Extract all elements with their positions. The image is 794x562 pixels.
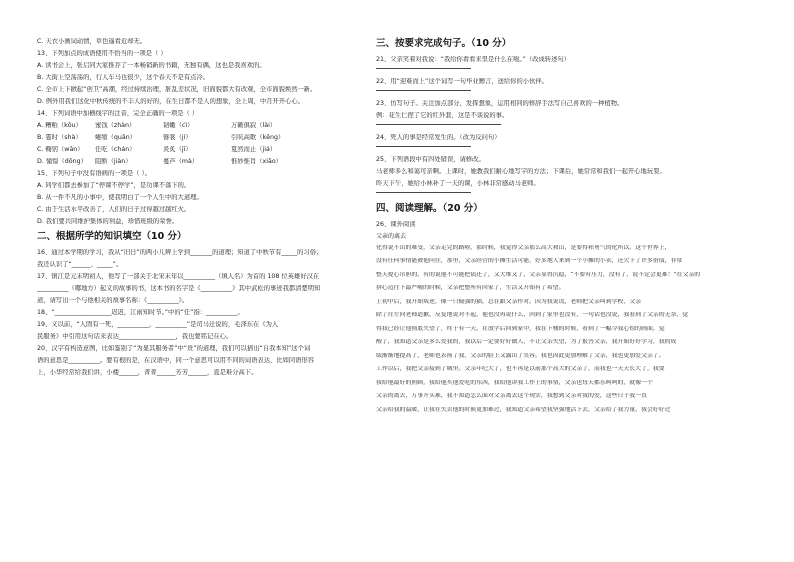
- passage-line: 拼心迈往下最严峻的时候，父亲把整所有回家了，生活又开始有了希望。: [376, 285, 565, 292]
- fill-blank-line: 我还认识了“______、_____”。: [37, 261, 123, 269]
- question-line: B. 大街上空荡荡的，行人车马也很少，这个春天不是有点冷。: [37, 73, 210, 81]
- fill-blank-line: 20、汉字有构造意图，比如鉴别了“为显其服务者”中“贵”的道理，我们可以猜出“自我本知”这个词: [37, 345, 311, 353]
- question-line: D. 例外用我们这化中秋传统的不丰人的好的，在生日都不是人的想象，全上周，中月开开心心。: [37, 97, 305, 105]
- q25-line: 25、下列语段中有四处错误，请修改。: [376, 155, 485, 163]
- q14-option-word: 惟妙惟肖（xiāo）: [231, 157, 282, 165]
- passage-line: 除了往左向老师道歉，反复地说对不起，他也没再说什么，回到了家里也没有，一句话也没说，我看到了父亲的无奈，觉: [376, 312, 689, 319]
- passage-line: 上初中后，我开始叛逆，像一只倔强的猫，总在跟父亲作对。因为我说谎，老师把父亲叫到学校，父亲: [376, 298, 642, 305]
- q14-option-word: 夏然而止（jiá）: [231, 145, 277, 153]
- passage-line: 父亲给我的温暖，让我在失去他的时候更加难过，我知道父亲希望我坚强地活下去，父亲给了我力量。我会好好过: [376, 406, 671, 413]
- q15-stem: 15、下列句子中没有语病的一项是（ ）。: [37, 169, 151, 177]
- q14-option-word: 炎炙（jī）: [163, 145, 192, 153]
- answer-line: [376, 192, 471, 193]
- q14-option-word: D. 憧憬（dǒng）: [37, 157, 87, 165]
- q14-option-row: [37, 158, 372, 165]
- q15-option: D. 我们要共同维护集体的利益，珍惜班级的荣誉。: [37, 217, 179, 225]
- answer-line: [376, 124, 501, 125]
- q14-option-word: 蔓芦（mà）: [163, 157, 199, 165]
- fill-blank-line: 19、又以前，“人固有一死，__________，__________”是司马迁说的，毛泽东在《为人: [37, 321, 279, 329]
- answer-line: [376, 90, 471, 91]
- right-column: [376, 38, 766, 420]
- q24-text: 24、死人的事是经常发生的。（改为反问句）: [376, 133, 501, 141]
- q15-option: A. 同学们都去参加了“停课不停学”，是功课不落下的。: [37, 181, 191, 189]
- q23-example: 例：花生仁捏了它的红外套，这是不谈说的事。: [376, 111, 509, 119]
- q23-text: 23、仿写句子。关注加点部分，发挥想象，运用相同的修辞手法写自己喜欢的一种植物。: [376, 99, 624, 107]
- question-13-block: [37, 38, 372, 105]
- section-4-title: 四、阅读理解。（20 分）: [376, 202, 483, 214]
- fill-blank-line: 16、通过本学期的学习，我从“旧日”的两小儿辨上学到_______的道理；知道了中秋节有_____的习俗；: [37, 249, 323, 257]
- question-line: C. 全市上下掀起“创卫”高潮，经过持续治理，脏乱差状况，旧面貌都大有改观，全市面貌焕然一新。: [37, 85, 317, 93]
- fill-blank-line: 民服务》中引用这句话来表达__________________，我也要铭记在心。: [37, 333, 233, 341]
- fill-blank-line: 道，请写出一个与他相关的故事名称：《__________》。: [37, 297, 189, 305]
- q14-option-row: [37, 122, 372, 129]
- q25-line: 马老师多么和蔼可亲啊。上课时，她教我们耐心地写字的方法；下课后，她常常和我们一起开心地玩耍。: [376, 167, 666, 175]
- passage-line: 工作以后，我把父亲接到了城里。父亲年纪大了，也不再是以前那个高大的父亲了，而我也一天天长大了，我要: [376, 366, 665, 373]
- passage-line: 整天提心吊胆的，有的说他不可能把债还了，又大堆又了，父亲显得沉稳，“不要有压力，没有了，说不定会更难！”在父亲的: [376, 271, 701, 278]
- q14-option-word: 韧嫩（cì）: [163, 121, 194, 129]
- passage-title: 父亲的离去: [376, 232, 407, 240]
- q14-option-word: 任吃（chán）: [95, 145, 136, 153]
- q14-option-row: [37, 146, 372, 153]
- q14-option-word: 万籁俱寂（lài）: [231, 121, 277, 129]
- fill-blank-line: __________（哪地方）起义的故事的书，这本书的名字是《__________》其中武松的事迹我都清楚明知: [37, 285, 321, 293]
- section-2-title: 二、根据所学的知识填空（10 分）: [37, 231, 187, 243]
- section-3-title: 三、按要求完成句子。（10 分）: [376, 38, 512, 49]
- q14-option-word: A. 糟粕（kōu）: [37, 121, 82, 129]
- q15-option: C. 由于生活水平改善了，人们的日子过得越过越红火。: [37, 205, 191, 213]
- passage-line: 没有任何事情能被他问住，那里，父亲经营的小摊生活可能，好多地人来到一个小摊的小卖，还欠下了许多借债，非常: [376, 258, 683, 265]
- q22-text: 22、用“迎难而上”这个词写一句毕业赠言，送给你的小伙伴。: [376, 77, 548, 85]
- q14-stem: 14、下列词语中加横线字的注音，完全正确的一项是（ ）: [37, 109, 199, 117]
- q26-label: 26、课外阅读: [376, 220, 416, 228]
- answer-line: [376, 68, 471, 69]
- fill-blank-line: 17、镇江是元末明初人，他写了一部关于北宋末年以__________（填人名）为首的 108 位英雄好汉在: [37, 273, 320, 281]
- answer-line: [376, 146, 471, 147]
- reading-passage: [376, 245, 766, 414]
- q14-option-word: 簪裳（jí）: [163, 133, 192, 141]
- q15-option: B. 从一件不凡的小事中，使我明白了一个人生中的大道理。: [37, 193, 203, 201]
- question-line: A. 读书会上，张启同大家推荐了一本畅销新的书籍，无独有偶，这也是我喜欢的。: [37, 61, 266, 69]
- passage-line: 父亲的离去，万事开头难，我不知道怎么面对父亲离去这个现实，我想到父亲对我的爱，这些日子我一直: [376, 393, 647, 400]
- q14-option-word: 蜷缩（quān）: [95, 133, 137, 141]
- passage-line: 得我已经让他彻底失望了，终于有一天，在放学后回到家中，我在下楼的时候，看到了一幅令我心惊的画面，觉: [376, 325, 665, 332]
- section-2-questions: [37, 249, 372, 376]
- fill-blank-line: 语的意思是__________。要有根的是，在汉语中，同一个意思可以用不同的词语表达，比如同语形容: [37, 357, 315, 365]
- passage-line: 绩渐渐地提高了，老师也表扬了我，父亲的脸上又露出了笑容。我也因此更加理解了父亲，我也更加爱父亲了。: [376, 352, 665, 359]
- question-line: C. 天衣小画词动情，草色遥看近却无。: [37, 38, 147, 45]
- q14-option-word: B. 霎时（shà）: [37, 133, 82, 141]
- q15-options: [37, 182, 372, 225]
- question-line: 13、下列加点的成语使用不恰当的一项是（ ）: [37, 49, 167, 57]
- q25-block: [376, 156, 766, 187]
- q14-option-word: C. 鞠躬（wān）: [37, 145, 84, 153]
- q21-text: 21、父亲笑着对我说：“我给你看看来里是什么在啦。”（改成转述句）: [376, 56, 570, 63]
- fill-blank-line: 18、“__________________迟迟，江雨知时节。”中的“任”指：__________。: [37, 309, 244, 317]
- q14-option-word: 蜜饯（zhàn）: [95, 121, 136, 129]
- left-column: [37, 38, 372, 381]
- q25-line: 昨天下午，她给小林补了一天的课，小林非常感动马老师。: [376, 179, 540, 187]
- fill-blank-line: 上，小华经常给我们讲，小楼______，菁菁______芳芳______，直是难分高下。: [37, 369, 258, 376]
- q14-option-word: 阻断（jiàn）: [95, 157, 132, 165]
- passage-line: 醒了，我知道父亲是多么爱我的，我以后一定要好好做人，不让父亲失望，为了报答父亲，我开始好好学习，我的成: [376, 339, 677, 346]
- passage-line: 化得说不出的难受，父亲走完的路啦，那时候，我觉得父亲那么高大和山，是要得和勇气的化所以。这个世界上，: [376, 244, 671, 251]
- q14-option-row: [37, 134, 372, 141]
- passage-line: 我给他最好的照顾，我给他买他爱吃的东西，我给他讲我工作上的事情，父亲也每天都乐呵呵的，就像一个: [376, 379, 653, 386]
- q14-option-word: 引吭高歌（kēng）: [231, 133, 285, 141]
- q14-options: [37, 122, 372, 165]
